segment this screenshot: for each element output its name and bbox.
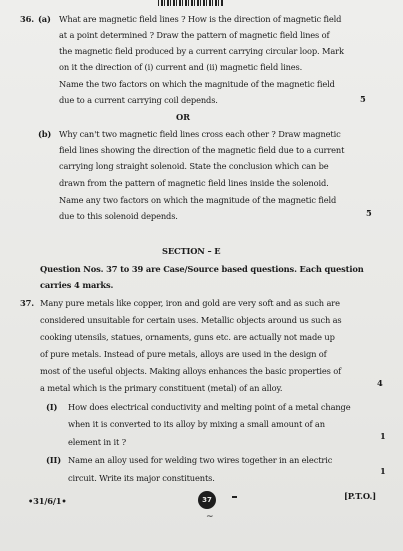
section-instruction-line-2: carries 4 marks. <box>40 280 114 290</box>
q37-passage-line-2: considered unsuitable for certain uses. Metallic objects around us such as <box>40 315 342 325</box>
page-number-badge: 37 <box>198 491 216 509</box>
barcode <box>158 0 224 6</box>
q37-sub-ii-marks: 1 <box>380 466 386 476</box>
q36-part-a-label: (a) <box>38 14 51 24</box>
q36-part-b-label: (b) <box>38 129 52 139</box>
q37-sub-ii-line-2: circuit. Write its major constituents. <box>68 473 215 483</box>
q36b-line-6: due to this solenoid depends. <box>59 211 178 221</box>
q37-passage-line-4: of pure metals. Instead of pure metals, alloys are used in the design of <box>40 349 327 359</box>
q37-sub-i-label: (I) <box>46 402 58 412</box>
q36b-marks: 5 <box>366 208 372 218</box>
q36b-line-1: Why can't two magnetic field lines cross each other ? Draw magnetic <box>59 129 341 139</box>
q36b-line-2: field lines showing the direction of the magnetic field due to a current <box>59 145 345 155</box>
footer-dash <box>232 496 237 498</box>
q36a-line-3: the magnetic field produced by a current carrying circular loop. Mark <box>59 46 344 56</box>
q36a-line-1: What are magnetic field lines ? How is the direction of magnetic field <box>59 14 342 24</box>
q37-passage-line-6: a metal which is the primary constituent (metal) of an alloy. <box>40 383 283 393</box>
q37-sub-i-line-1: How does electrical conductivity and melting point of a metal change <box>68 402 351 412</box>
q36a-line-2: at a point determined ? Draw the pattern of magnetic field lines of <box>59 30 330 40</box>
q36a-marks: 5 <box>360 94 366 104</box>
q37-sub-ii-line-1: Name an alloy used for welding two wires together in an electric <box>68 455 333 465</box>
q36a-line-5: Name the two factors on which the magnitude of the magnetic field <box>59 79 335 89</box>
paper-code: •31/6/1• <box>28 496 67 506</box>
q36b-line-4: drawn from the pattern of magnetic field lines inside the solenoid. <box>59 178 329 188</box>
q37-sub-i-line-2: when it is converted to its alloy by mixing a small amount of an <box>68 419 325 429</box>
q36b-line-3: carrying long straight solenoid. State the conclusion which can be <box>59 161 329 171</box>
q37-passage-marks: 4 <box>377 378 383 388</box>
q36a-line-6: due to a current carrying coil depends. <box>59 95 218 105</box>
section-instruction-line-1: Question Nos. 37 to 39 are Case/Source based questions. Each question <box>40 264 364 274</box>
or-label: OR <box>176 112 190 122</box>
q37-passage-line-5: most of the useful objects. Making alloys enhances the basic properties of <box>40 366 342 376</box>
q36-number: 36. <box>20 14 34 24</box>
section-heading: SECTION – E <box>162 246 221 256</box>
q37-passage-line-1: Many pure metals like copper, iron and gold are very soft and as such are <box>40 298 340 308</box>
q37-sub-i-marks: 1 <box>380 431 386 441</box>
tilde-mark: ~ <box>206 512 214 522</box>
q37-passage-line-3: cooking utensils, statues, ornaments, guns etc. are actually not made up <box>40 332 335 342</box>
q36b-line-5: Name any two factors on which the magnitude of the magnetic field <box>59 195 337 205</box>
q37-number: 37. <box>20 298 34 308</box>
q36a-line-4: on it the direction of (i) current and (ii) magnetic field lines. <box>59 62 303 72</box>
q37-sub-ii-label: (II) <box>46 455 62 465</box>
q37-sub-i-line-3: element in it ? <box>68 437 127 447</box>
pto-label: [P.T.O.] <box>344 491 377 501</box>
